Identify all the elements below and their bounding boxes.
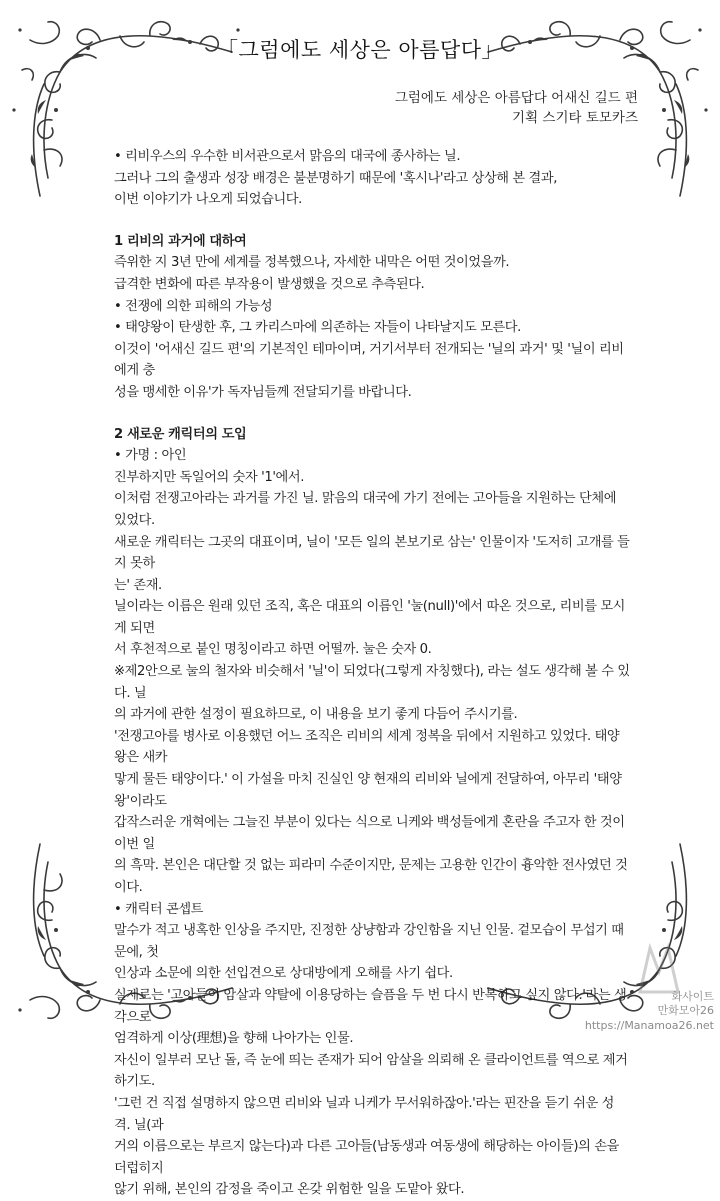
section2-line: 의 과거에 관한 설정이 필요하므로, 이 내용을 보기 좋게 다듬어 주시기를. — [114, 707, 518, 723]
section2-line: 거의 이름으로는 부르지 않는다)과 다른 고아들(남동생과 여동생에 해당하는 아이들)의 손을 더럽히지 — [114, 1139, 619, 1176]
section1-line: • 태양왕이 탄생한 후, 그 카리스마에 의존하는 자들이 나타날지도 모른다. — [114, 320, 521, 336]
credits-series-line: 그럼에도 세상은 아름답다 어새신 길드 편 — [394, 90, 638, 106]
credits-planner-line: 기획 스기타 토모카즈 — [512, 110, 638, 126]
credits — [395, 88, 638, 128]
section2-line: 자신이 일부러 모난 돌, 즉 눈에 띄는 존재가 되어 암살을 의뢰해 온 클라이언트를 역으로 제거하기도. — [114, 1052, 628, 1090]
section1-line: 성을 맹세한 이유'가 독자님들께 전달되기를 바랍니다. — [114, 384, 412, 400]
section2-line: 맣게 물든 태양이다.' 이 가설을 마치 진실인 양 현재의 리비와 닐에게 전달하여, 아무리 '태양왕'이라도 — [114, 772, 622, 809]
section-heading-1: 1 리비의 과거에 대하여 — [114, 233, 247, 249]
section2-line: 서 후천적으로 붙인 명칭이라고 하면 어떨까. 눌은 숫자 0. — [114, 642, 432, 658]
site-watermark — [584, 942, 714, 1032]
section2-line: 의 흑막. 본인은 대단할 것 없는 피라미 수준이지만, 문제는 고용한 인간이 흉악한 전사였던 것이다. — [114, 858, 628, 895]
section2-line: 않기 위해, 본인의 감정을 죽이고 온갖 위험한 일을 도맡아 왔다. — [114, 1182, 465, 1198]
section2-line: • 캐릭터 콘셉트 — [114, 901, 203, 917]
afterword-body — [114, 146, 630, 1201]
section2-line: '전쟁고아를 병사로 이용했던 어느 조직은 리비의 세계 정복을 뒤에서 지원하고 있었다. 태양왕은 새카 — [114, 728, 620, 766]
section-heading-2: 2 새로운 캐릭터의 도입 — [114, 426, 247, 442]
section2-line: 는' 존재. — [114, 577, 162, 593]
section2-line: 말수가 적고 냉혹한 인상을 주지만, 진정한 상냥함과 강인함을 지닌 인물. 겉모습이 무섭기 때문에, 첫 — [114, 923, 624, 960]
section1-line: 이것이 '어새신 길드 편'의 기본적인 테마이며, 거기서부터 전개되는 '닐의 과거' 및 '닐이 리비에게 충 — [114, 341, 624, 379]
section2-line: '그런 건 직접 설명하지 않으면 리비와 닐과 니케가 무서워하잖아.'라는 핀잔을 듣기 쉬운 성격. 닐(과 — [114, 1095, 614, 1133]
section2-line: 갑작스러운 개혁에는 그늘진 부분이 있다는 식으로 니케와 백성들에게 혼란을 주고자 한 것이 이번 일 — [114, 815, 625, 852]
section1-line: 급격한 변화에 따른 부작용이 발생했을 것으로 추측된다. — [114, 276, 425, 292]
watermark-url: https://Manamoa26.net — [584, 1019, 714, 1032]
section2-line: 실제로는 '고아들이 암살과 약탈에 이용당하는 슬픔을 두 번 다시 반복하고 싶지 않다.'라는 생각으로 — [114, 987, 627, 1025]
watermark-line: 화사이트 — [671, 990, 714, 1003]
watermark-line: 만화모아26 — [657, 1004, 714, 1017]
section2-line: 이처럼 전쟁고아라는 과거를 가진 닐. 맑음의 대국에 가기 전에는 고아들을 지원하는 단체에 있었다. — [114, 491, 617, 528]
page-title: 「그럼에도 세상은 아름답다」 — [217, 38, 503, 62]
section2-line: • 가명 : 아인 — [114, 448, 187, 464]
section2-line: 새로운 캐릭터는 그곳의 대표이며, 닐이 '모든 일의 본보기로 삼는' 인물이자 '도저히 고개를 들지 못하 — [114, 534, 630, 572]
section2-line: ※제2안으로 눌의 철자와 비슷해서 '닐'이 되었다(그렇게 자칭했다), 라는 설도 생각해 볼 수 있다. 닐 — [114, 664, 630, 701]
intro-line: 그러나 그의 출생과 성장 배경은 불분명하기 때문에 '혹시나'라고 상상해 본 결과, — [114, 170, 558, 186]
section2-line: 엄격하게 이상(理想)을 향해 나아가는 인물. — [114, 1031, 354, 1047]
section1-line: • 전쟁에 의한 피해의 가능성 — [114, 298, 273, 314]
section2-line: 진부하지만 독일어의 숫자 '1'에서. — [114, 469, 305, 485]
intro-line: 이번 이야기가 나오게 되었습니다. — [114, 192, 302, 208]
section2-line: 닐이라는 이름은 원래 있던 조직, 혹은 대표의 이름인 '눌(null)'에서 따온 것으로, 리비를 모시게 되면 — [114, 599, 625, 636]
intro-line: • 리비우스의 우수한 비서관으로서 맑음의 대국에 종사하는 닐. — [114, 149, 461, 164]
section1-line: 즉위한 지 3년 만에 세계를 정복했으나, 자세한 내막은 어떤 것이었을까. — [114, 255, 510, 271]
section2-line: 인상과 소문에 의한 선입견으로 상대방에게 오해를 사기 쉽다. — [114, 966, 453, 982]
